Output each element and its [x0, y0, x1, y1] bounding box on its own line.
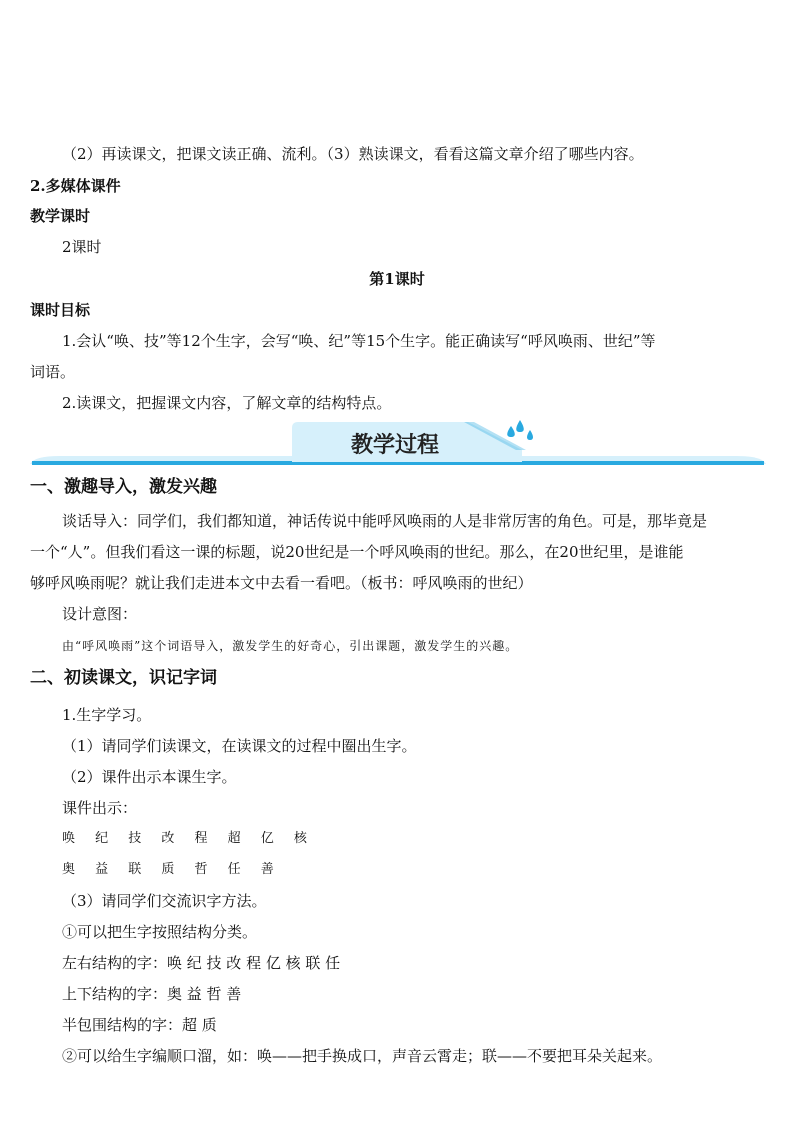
- teaching-hours-value: 2课时: [62, 238, 102, 256]
- goal-1-cont: 词语。: [30, 363, 76, 381]
- lesson-goals-heading: 课时目标: [30, 301, 91, 319]
- item-1-sub-3: （3）请同学们交流识字方法。: [62, 892, 267, 910]
- item-1-sub-2: （2）课件出示本课生字。: [62, 768, 237, 786]
- section-2-heading: 二、初读课文，识记字词: [30, 668, 217, 688]
- design-intent-text: 由“呼风唤雨”这个词语导入，激发学生的好奇心，引出课题，激发学生的兴趣。: [62, 639, 519, 653]
- lesson-title: 第1课时: [369, 270, 425, 288]
- goal-2: 2.读课文，把握课文内容，了解文章的结构特点。: [62, 394, 392, 412]
- goal-1: 1.会认“唤、技”等12个生字，会写“唤、纪”等15个生字。能正确读写“呼风唤雨、世纪”等: [62, 332, 656, 350]
- prep-line-2-3: （2）再读课文，把课文读正确、流利。（3）熟读课文，看看这篇文章介绍了哪些内容。: [62, 145, 644, 163]
- section-1-para-line-1: 谈话导入：同学们，我们都知道，神话传说中能呼风唤雨的人是非常厉害的角色。可是，那毕竟是: [62, 512, 708, 530]
- item-1-title: 1.生字学习。: [62, 706, 152, 724]
- structure-top-bottom: 上下结构的字：奥 益 哲 善: [62, 985, 242, 1003]
- section-1-para-line-2: 一个“人”。但我们看这一课的标题，说20世纪是一个呼风唤雨的世纪。那么，在20世纪里，是谁能: [30, 543, 684, 561]
- courseware-label: 课件出示：: [62, 799, 138, 817]
- new-characters-row-2: 奥 益 联 质 哲 任 善: [62, 862, 282, 877]
- section-banner: [30, 420, 766, 470]
- new-characters-row-1: 唤 纪 技 改 程 超 亿 核: [62, 831, 315, 846]
- design-intent-label: 设计意图：: [62, 605, 138, 623]
- water-drop-icon: [516, 420, 524, 432]
- teaching-hours-heading: 教学课时: [30, 207, 91, 225]
- section-1-heading: 一、激趣导入，激发兴趣: [30, 477, 217, 497]
- item-1-sub-1: （1）请同学们读课文，在读课文的过程中圈出生字。: [62, 737, 417, 755]
- prep-item-multimedia: 2.多媒体课件: [30, 177, 121, 195]
- structure-half-enclosed: 半包围结构的字：超 质: [62, 1016, 217, 1034]
- banner-title: 教学过程: [350, 433, 440, 458]
- water-drop-icon: [527, 430, 533, 440]
- water-drop-icon: [507, 426, 515, 437]
- section-1-para-line-3: 够呼风唤雨呢？就让我们走进本文中去看一看吧。（板书：呼风唤雨的世纪）: [30, 574, 533, 592]
- method-1: ①可以把生字按照结构分类。: [62, 923, 258, 941]
- structure-left-right: 左右结构的字：唤 纪 技 改 程 亿 核 联 任: [62, 954, 341, 972]
- method-2: ②可以给生字编顺口溜，如：唤——把手换成口，声音云霄走；联——不要把耳朵关起来。: [62, 1047, 663, 1065]
